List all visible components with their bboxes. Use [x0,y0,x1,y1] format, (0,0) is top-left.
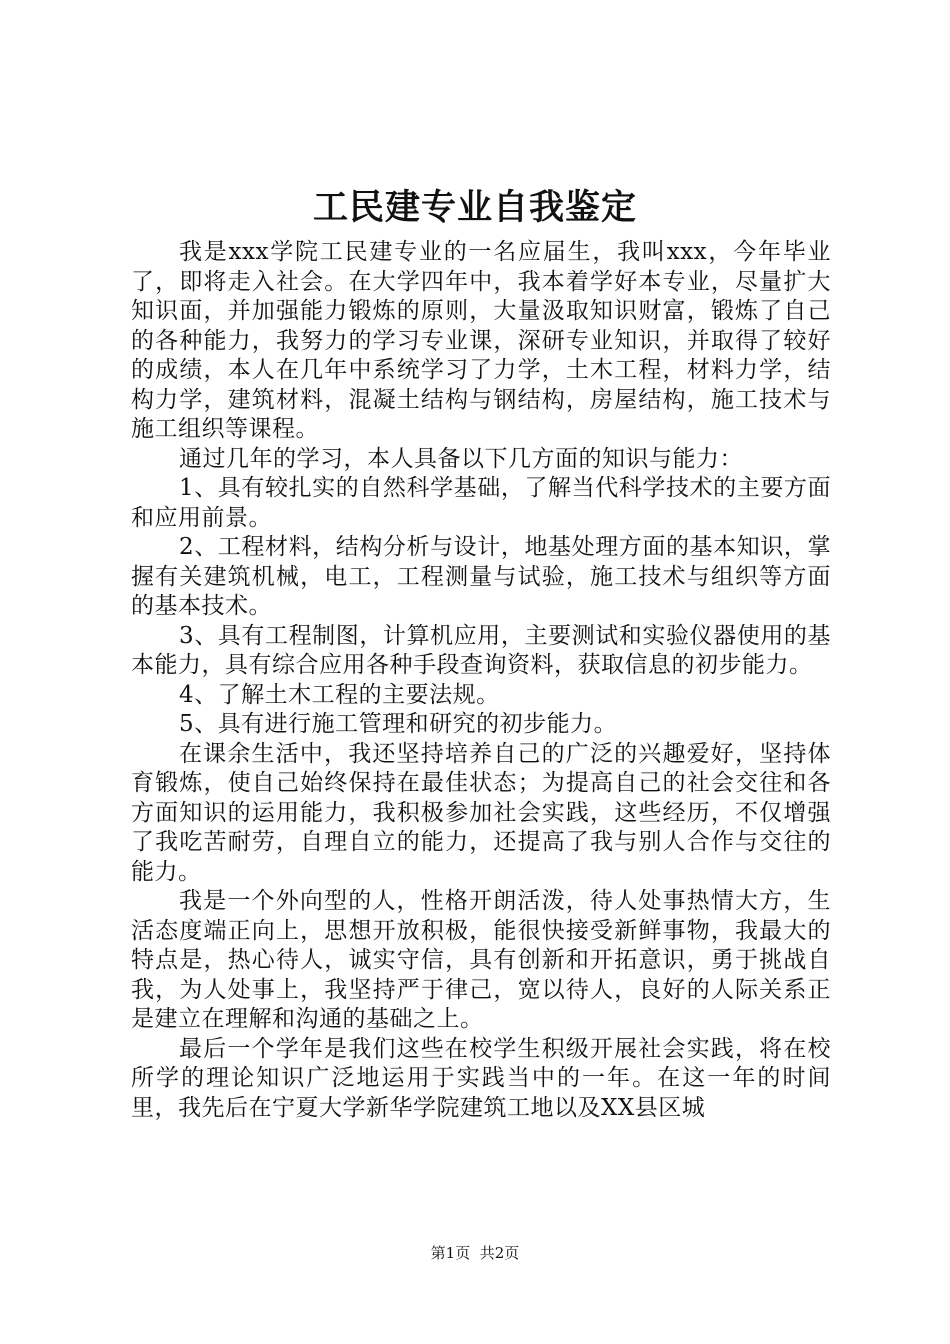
paragraph-personality: 我是一个外向型的人，性格开朗活泼，待人处事热情大方，生活态度端正向上，思想开放积极，能很快接受新鲜事物，我最大的特点是，热心待人，诚实守信，具有创新和开拓意识，勇于挑战自我，为人处事上，我坚持严于律己，宽以待人，良好的人际关系正是建立在理解和沟通的基础之上。 [131,888,831,1032]
paragraph-item-5: 5、具有进行施工管理和研究的初步能力。 [179,711,618,737]
page-number: 第1页 [430,1244,471,1262]
paragraph-item-4: 4、了解土木工程的主要法规。 [179,681,500,708]
page-footer [0,1243,950,1263]
paragraph-item-2: 2、工程材料，结构分析与设计，地基处理方面的基本知识，掌握有关建筑机械，电工，工程测量与试验，施工技术与组织等方面的基本技术。 [131,534,831,619]
paragraph-item-3: 3、具有工程制图，计算机应用，主要测试和实验仪器使用的基本能力，具有综合应用各种手段查询资料，获取信息的初步能力。 [131,622,831,678]
document-title: 工民建专业自我鉴定 [312,188,637,228]
paragraph-intro: 我是xxx学院工民建专业的一名应届生，我叫xxx，今年毕业了，即将走入社会。在大学四年中，我本着学好本专业，尽量扩大知识面，并加强能力锻炼的原则，大量汲取知识财富，锻炼了自己的各种能力，我努力的学习专业课，深研专业知识，并取得了较好的成绩，本人在几年中系统学习了力学，土木工程，材料力学，结构力学，建筑材料，混凝土结构与钢结构，房屋结构，施工技术与施工组织等课程。 [131,239,831,442]
paragraph-extracurricular: 在课余生活中，我还坚持培养自己的广泛的兴趣爱好，坚持体育锻炼，使自己始终保持在最佳状态；为提高自己的社会交往和各方面知识的运用能力，我积极参加社会实践，这些经历，不仅增强了我吃苦耐劳，自理自立的能力，还提高了我与别人合作与交往的能力。 [131,740,831,885]
page-total: 共2页 [479,1244,520,1262]
paragraph-final-year: 最后一个学年是我们这些在校学生积级开展社会实践，将在校所学的理论知识广泛地运用于实践当中的一年。在这一年的时间里，我先后在宁夏大学新华学院建筑工地以及XX县区城 [131,1035,831,1121]
paragraph-abilities-lead: 通过几年的学习，本人具备以下几方面的知识与能力： [179,445,743,472]
paragraph-item-1: 1、具有较扎实的自然科学基础，了解当代科学技术的主要方面和应用前景。 [131,475,831,531]
document-body [131,238,831,1123]
